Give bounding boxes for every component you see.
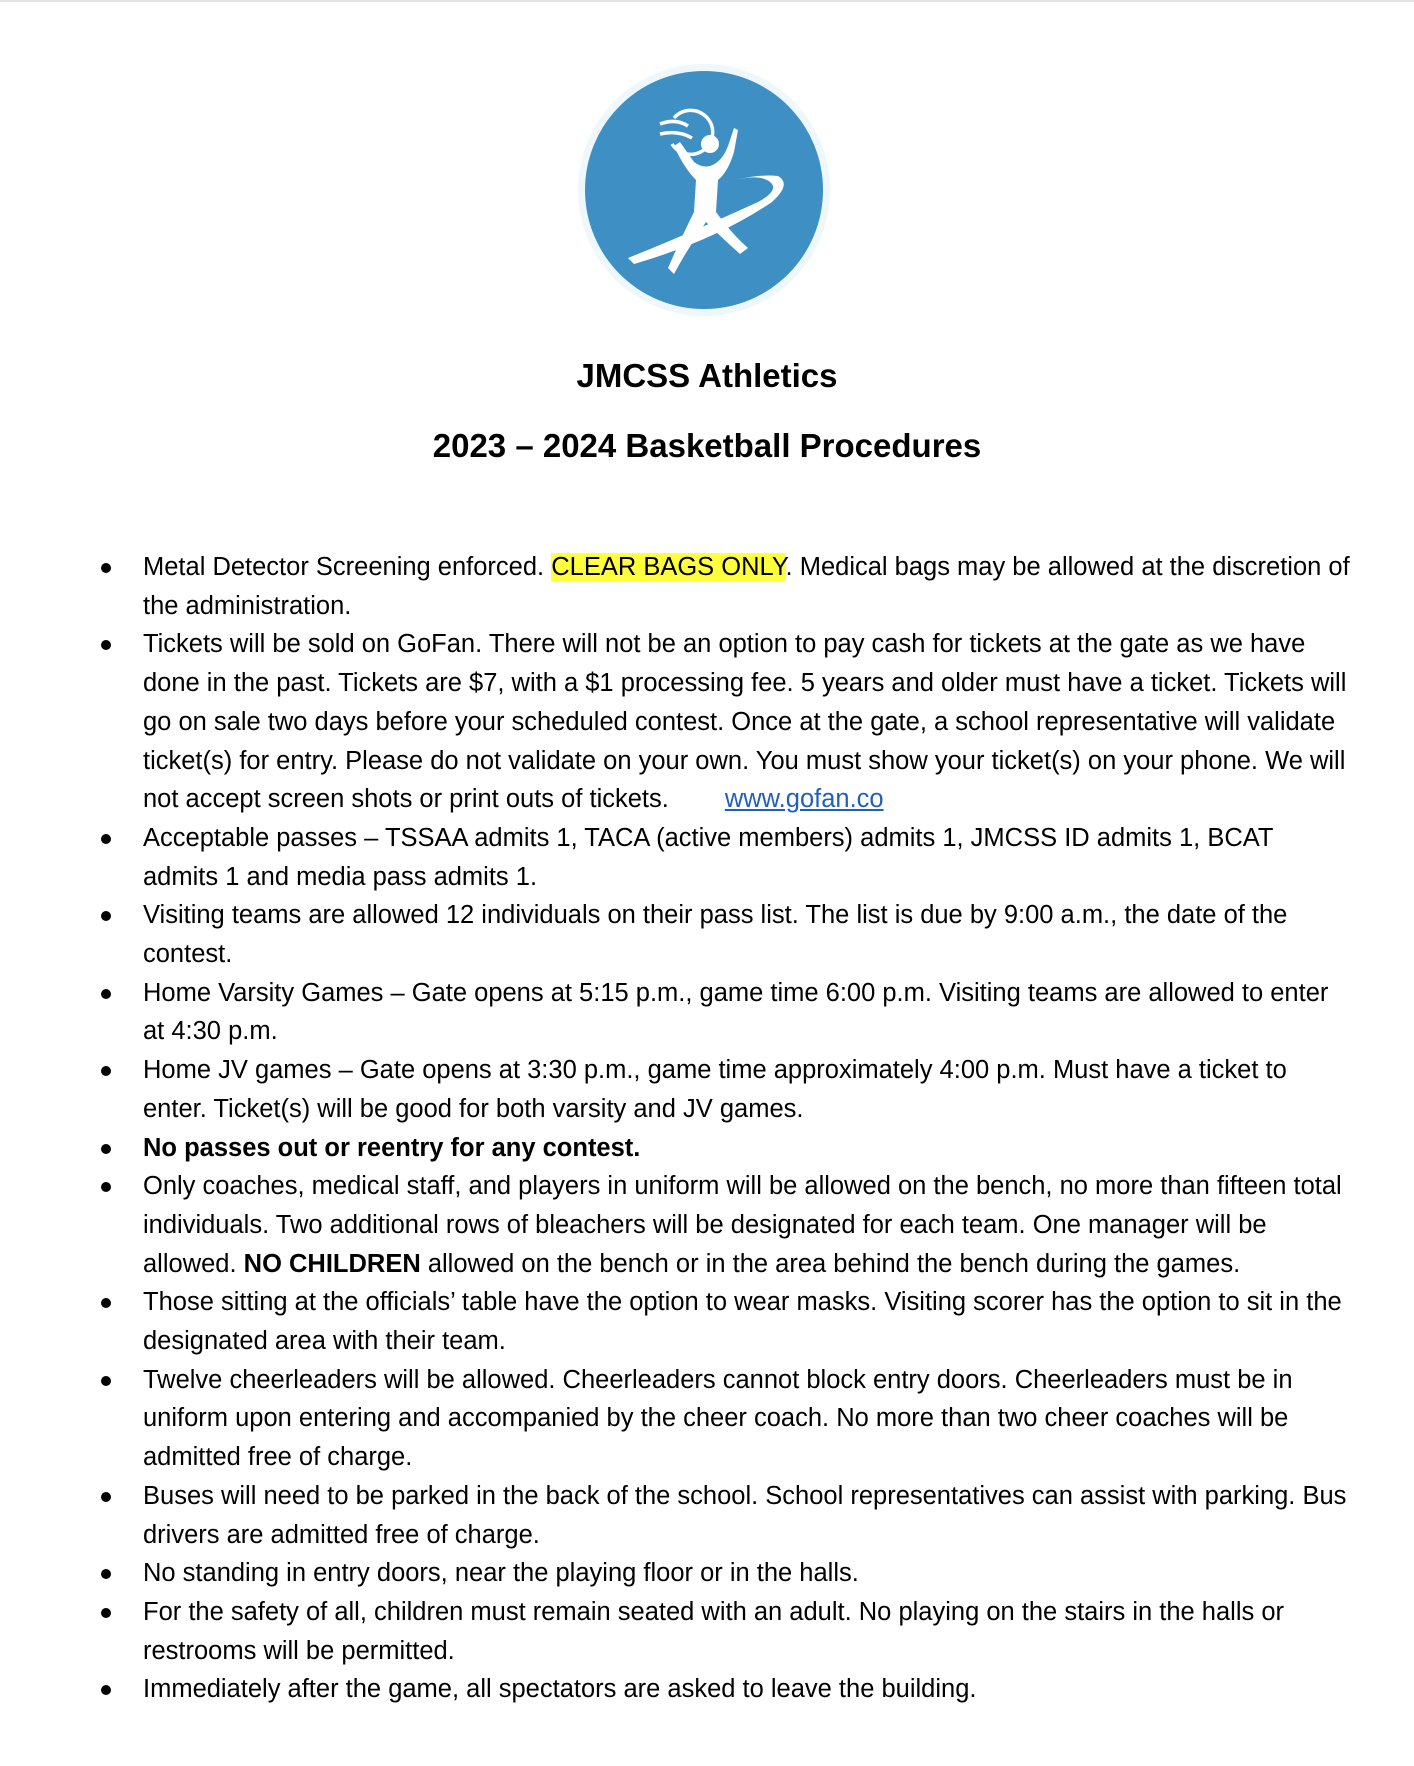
bullet-icon bbox=[101, 640, 111, 650]
rule-buses: Buses will need to be parked in the back of the school. School representatives can assist with parking. Bus drivers are admitted free of charge. bbox=[95, 1477, 1355, 1554]
bullet-icon bbox=[101, 1066, 111, 1076]
page-top-edge bbox=[0, 0, 1414, 2]
rule-officials-table: Those sitting at the officials’ table have the option to wear masks. Visiting scorer has the option to sit in the designated area with their team. bbox=[95, 1283, 1355, 1360]
bullet-icon bbox=[101, 1608, 111, 1618]
bullet-icon bbox=[101, 1144, 111, 1154]
rule-cheerleaders: Twelve cheerleaders will be allowed. Cheerleaders cannot block entry doors. Cheerleaders must be in uniform upon entering and accompanied by the cheer coach. No more than two cheer coaches will be admitted free of charge. bbox=[95, 1361, 1355, 1477]
bullet-icon bbox=[101, 911, 111, 921]
bullet-icon bbox=[101, 563, 111, 573]
document-title: 2023 – 2024 Basketball Procedures bbox=[432, 427, 982, 464]
rule-bench: Only coaches, medical staff, and players in uniform will be allowed on the bench, no more than fifteen total individuals. Two additional rows of bleachers will be designated for each team. One manager will be allowed. NO CHILDREN allowed on the bench or in the area behind the bench during the games. bbox=[95, 1167, 1355, 1283]
athlete-basketball-logo bbox=[576, 62, 832, 318]
rule-no-reentry: No passes out or reentry for any contest. bbox=[95, 1129, 1355, 1168]
gofan-link[interactable]: www.gofan.co bbox=[724, 785, 884, 814]
bullet-icon bbox=[101, 1569, 111, 1579]
bullet-icon bbox=[101, 1492, 111, 1502]
rule-jv-times: Home JV games – Gate opens at 3:30 p.m., game time approximately 4:00 p.m. Must have a ticket to enter. Ticket(s) will be good for both varsity and JV games. bbox=[95, 1051, 1355, 1128]
rule-tickets: Tickets will be sold on GoFan. There will not be an option to pay cash for tickets at the gate as we have done in the past. Tickets are $7, with a $1 processing fee. 5 years and older must have a ticket. Tickets will go on sale two days before your scheduled contest. Once at the gate, a school representative will validate ticket(s) for entry. Please do not validate on your own. You must show your ticket(s) on your phone. We will not accept screen shots or print outs of tickets. www.gofan.co bbox=[95, 625, 1355, 819]
bullet-icon bbox=[101, 1298, 111, 1308]
rule-acceptable-passes: Acceptable passes – TSSAA admits 1, TACA (active members) admits 1, JMCSS ID admits 1, BCAT admits 1 and media pass admits 1. bbox=[95, 819, 1355, 896]
logo-graphic bbox=[576, 62, 832, 318]
bullet-icon bbox=[101, 989, 111, 999]
rule-no-standing: No standing in entry doors, near the playing floor or in the halls. bbox=[95, 1554, 1355, 1593]
procedures-list bbox=[95, 548, 1355, 1709]
rule-leave-building: Immediately after the game, all spectators are asked to leave the building. bbox=[95, 1670, 1355, 1709]
organization-title: JMCSS Athletics bbox=[576, 357, 838, 394]
rule-varsity-times: Home Varsity Games – Gate opens at 5:15 p.m., game time 6:00 p.m. Visiting teams are allowed to enter at 4:30 p.m. bbox=[95, 974, 1355, 1051]
bullet-icon bbox=[101, 1182, 111, 1192]
bullet-icon bbox=[101, 834, 111, 844]
athlete-head bbox=[701, 135, 719, 153]
rule-visiting-pass-list: Visiting teams are allowed 12 individuals on their pass list. The list is due by 9:00 a.m., the date of the contest. bbox=[95, 896, 1355, 973]
bullet-icon bbox=[101, 1376, 111, 1386]
rule-clear-bags: Metal Detector Screening enforced. CLEAR BAGS ONLY. Medical bags may be allowed at the discretion of the administration. bbox=[95, 548, 1355, 625]
clear-bags-highlight: CLEAR BAGS ONLY bbox=[551, 553, 786, 581]
bullet-icon bbox=[101, 1685, 111, 1695]
rule-children-seated: For the safety of all, children must remain seated with an adult. No playing on the stairs in the halls or restrooms will be permitted. bbox=[95, 1593, 1355, 1670]
